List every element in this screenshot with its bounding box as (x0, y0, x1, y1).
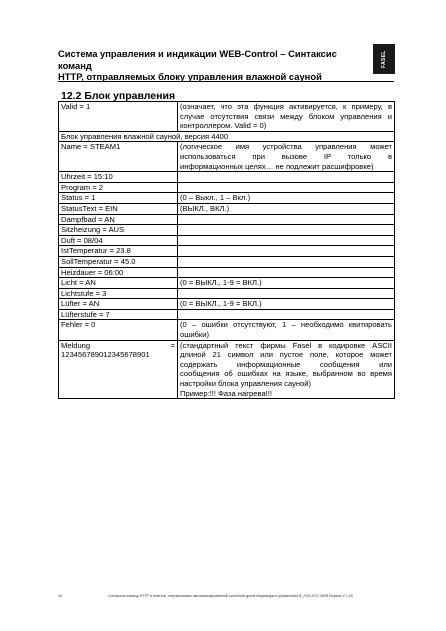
table-cell-full: Блок управления влажной сауной, версия 4400 (59, 131, 395, 142)
description-line: информационных целях… не подлежит расшифровке) (180, 161, 374, 171)
description-line (180, 225, 392, 235)
description-line: (ВЫКЛ., ВКЛ.) (180, 203, 230, 213)
control-unit-table (58, 101, 394, 399)
description-line: случае отсутствия связи между блоком управления и (180, 111, 392, 121)
parameter-description-cell (178, 278, 395, 289)
description-line (180, 310, 392, 320)
description-line: (стандартный текст фирмы Fasel в кодировке ASCII (180, 340, 392, 350)
parameter-key-cell: Program = 2 (59, 182, 178, 193)
parameter-key-cell: Fehler = 0 (59, 320, 178, 340)
description-line (180, 257, 392, 267)
description-line: сообщения об ошибках на языке, выбранном во время (180, 369, 392, 379)
parameter-key-cell: Status = 1 (59, 193, 178, 204)
parameter-description-cell (178, 299, 395, 310)
page-number: 34 (58, 594, 62, 598)
description-line: (означает, что эта функция активируется, к примеру, в (180, 102, 392, 111)
table-row (59, 142, 395, 172)
table-row (59, 225, 395, 236)
table-row (59, 256, 395, 267)
parameter-description-cell (178, 225, 395, 236)
parameter-key-line: 123456789012345678901 (61, 350, 150, 360)
parameter-description-cell (178, 320, 395, 340)
parameter-description-cell (178, 102, 395, 132)
table-row (59, 102, 395, 132)
parameter-table (58, 101, 395, 399)
description-line: ошибки) (180, 330, 209, 340)
parameter-description-cell (178, 309, 395, 320)
parameter-key-cell: Name = STEAM1 (59, 142, 178, 172)
description-line: содержать информационные сообщения или (180, 359, 392, 369)
table-row (59, 193, 395, 204)
parameter-key-cell: Sitzheizung = AUS (59, 225, 178, 236)
parameter-key-cell: Duft = 08/04 (59, 235, 178, 246)
parameter-key-cell: Heizdauer = 06:00 (59, 267, 178, 278)
parameter-description-cell (178, 256, 395, 267)
parameter-key-cell: SollTemperatur = 45.0 (59, 256, 178, 267)
table-row (59, 309, 395, 320)
parameter-description-cell (178, 142, 395, 172)
parameter-key-cell: Lüfterstufe = 7 (59, 309, 178, 320)
parameter-description-cell (178, 203, 395, 214)
header-title-line-2: HTTP, отправляемых блоку управления влажной сауной (58, 71, 322, 82)
table-row (59, 288, 395, 299)
section-title: 12.2 Блок управления (61, 90, 176, 102)
header-title-line-1: Система управления и индикации WEB-Control – Синтаксис команд (58, 48, 337, 71)
parameter-key-cell: IstTemperatur = 23.8 (59, 246, 178, 257)
table-row (59, 182, 395, 193)
parameter-description-cell (178, 193, 395, 204)
parameter-description-cell (178, 267, 395, 278)
description-line (180, 246, 392, 256)
parameter-key-cell: Dampfbad = AN (59, 214, 178, 225)
footer-text: Синтаксис команд HTTP и ответов, отправляемых автоматизированной системой диспетчеризации и управления В_FCU-EXT-WEB Версия V 1.00 (108, 594, 353, 598)
parameter-key-cell (59, 340, 178, 399)
description-line: (0 = ВЫКЛ., 1-9 = ВКЛ.) (180, 299, 262, 309)
parameter-description-cell (178, 340, 395, 399)
parameter-key-cell: Valid = 1 (59, 102, 178, 132)
table-row (59, 246, 395, 257)
parameter-key-cell: Uhrzeit = 15:10 (59, 172, 178, 183)
description-line (180, 268, 392, 278)
table-row (59, 267, 395, 278)
logo-text: FASEL (381, 50, 387, 68)
table-row (59, 299, 395, 310)
parameter-key-cell: Licht = AN (59, 278, 178, 289)
table-row (59, 203, 395, 214)
fasel-logo (373, 44, 395, 74)
parameter-description-cell (178, 172, 395, 183)
parameter-description-cell (178, 235, 395, 246)
description-line (180, 289, 392, 299)
description-line: Пример:!!! Фаза нагрева!!! (180, 388, 272, 398)
description-line: настройки блока управления сауной) (180, 379, 312, 389)
table-row (59, 172, 395, 183)
table-row (59, 235, 395, 246)
table-row (59, 278, 395, 289)
description-line: контроллером. Valid = 0) (180, 121, 267, 131)
description-line (180, 172, 392, 182)
description-line (180, 183, 392, 193)
parameter-description-cell (178, 182, 395, 193)
description-line: длиной 21 символ или пустое поле, которое может (180, 350, 392, 360)
description-line: (0 – ошибки отсутствуют, 1 – необходимо квитировать (180, 320, 392, 330)
table-row (59, 214, 395, 225)
description-line (180, 215, 392, 225)
table-row (59, 340, 395, 399)
parameter-key-line: Meldung = (61, 340, 175, 350)
parameter-key-cell: StatusText = EIN (59, 203, 178, 214)
parameter-description-cell (178, 246, 395, 257)
description-line: (логическое имя устройства управления может (180, 142, 392, 152)
page-header (58, 48, 366, 83)
description-line: (0 – Выкл., 1 – Вкл.) (180, 193, 251, 203)
parameter-key-cell: Lichtstufe = 3 (59, 288, 178, 299)
description-line: использоваться при вызове IP только в (180, 151, 392, 161)
table-row (59, 320, 395, 340)
description-line: (0 = ВЫКЛ., 1-9 = ВКЛ.) (180, 278, 262, 288)
parameter-key-cell: Lüfter = AN (59, 299, 178, 310)
header-rule (58, 81, 394, 82)
parameter-description-cell (178, 214, 395, 225)
table-row (59, 131, 395, 142)
description-line (180, 236, 392, 246)
parameter-description-cell (178, 288, 395, 299)
